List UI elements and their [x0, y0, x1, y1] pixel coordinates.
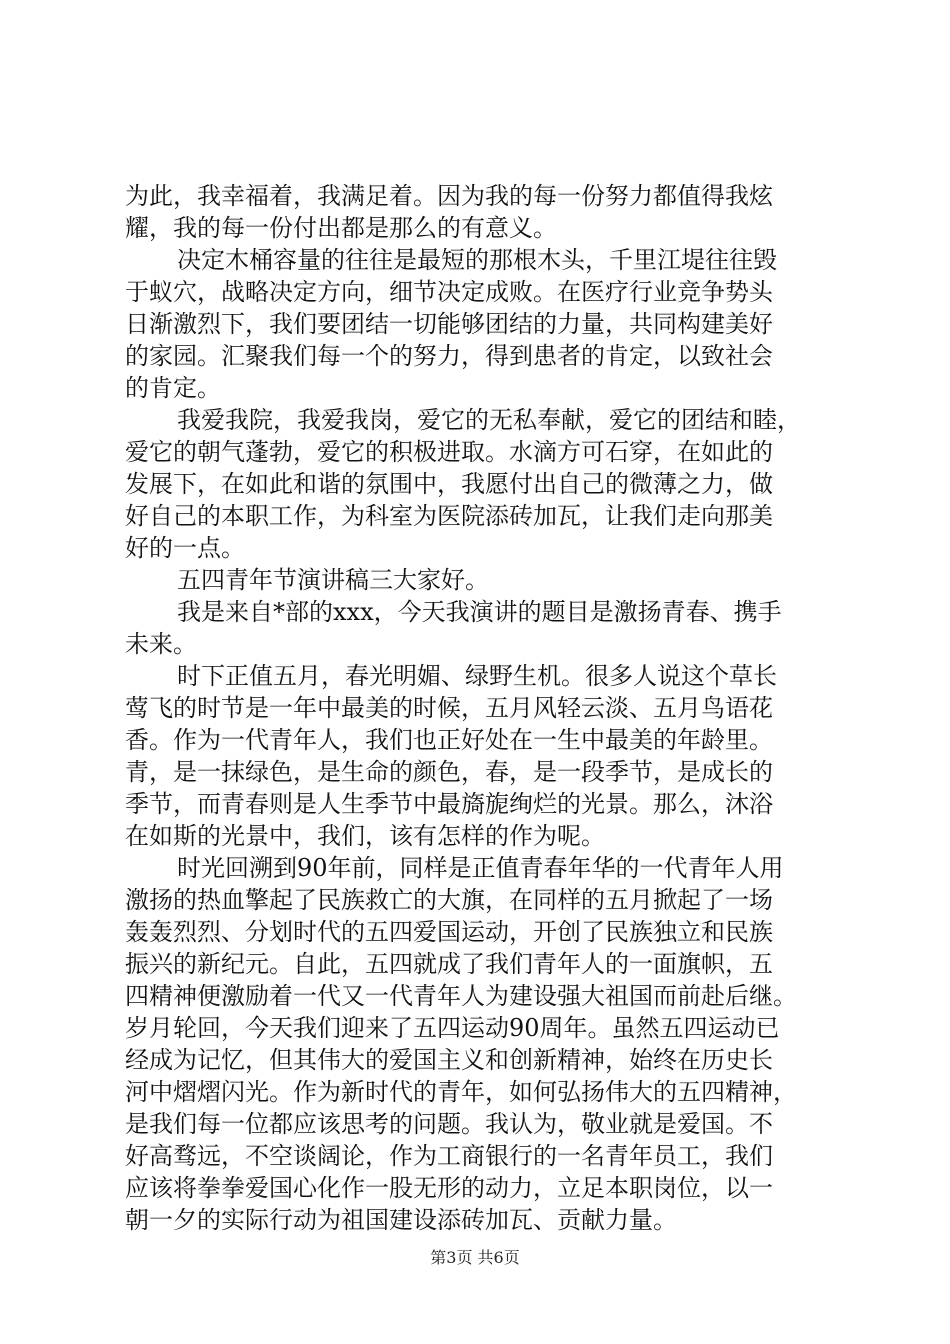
text-line: 激扬的热血擎起了民族救亡的大旗，在同样的五月掀起了一场	[125, 886, 773, 914]
text-line: 耀，我的每一份付出都是那么的有意义。	[125, 214, 557, 242]
text-line: 岁月轮回，今天我们迎来了五四运动90周年。虽然五四运动已	[125, 1014, 780, 1042]
text-line: 应该将拳拳爱国心化作一股无形的动力，立足本职岗位，以一	[125, 1174, 773, 1202]
text-line: 是我们每一位都应该思考的问题。我认为，敬业就是爱国。不	[125, 1110, 773, 1138]
text-line: 莺飞的时节是一年中最美的时候，五月风轻云淡、五月鸟语花	[125, 694, 773, 722]
text-line: 好自己的本职工作，为科室为医院添砖加瓦，让我们走向那美	[125, 502, 773, 530]
paragraph-start-line: 我爱我院，我爱我岗，爱它的无私奉献，爱它的团结和睦，	[177, 406, 801, 434]
paragraph-start-line: 时光回溯到90年前，同样是正值青春年华的一代青年人用	[177, 854, 784, 882]
text-line: 振兴的新纪元。自此，五四就成了我们青年人的一面旗帜，五	[125, 950, 773, 978]
text-line: 朝一夕的实际行动为祖国建设添砖加瓦、贡献力量。	[125, 1206, 677, 1234]
section-title-line: 五四青年节演讲稿三大家好。	[177, 566, 489, 594]
text-line: 日渐激烈下，我们要团结一切能够团结的力量，共同构建美好	[125, 310, 773, 338]
text-line: 河中熠熠闪光。作为新时代的青年，如何弘扬伟大的五四精神，	[125, 1078, 797, 1106]
paragraph-start-line: 时下正值五月，春光明媚、绿野生机。很多人说这个草长	[177, 662, 777, 690]
text-line: 的肯定。	[125, 374, 221, 402]
text-line: 经成为记忆，但其伟大的爱国主义和创新精神，始终在历史长	[125, 1046, 773, 1074]
text-line: 四精神便激励着一代又一代青年人为建设强大祖国而前赴后继。	[125, 982, 797, 1010]
text-line: 于蚁穴，战略决定方向，细节决定成败。在医疗行业竞争势头	[125, 278, 773, 306]
text-line: 好的一点。	[125, 534, 245, 562]
document-body	[125, 180, 840, 1236]
text-line: 好高骛远，不空谈阔论，作为工商银行的一名青年员工，我们	[125, 1142, 773, 1170]
text-line: 季节，而青春则是人生季节中最旖旎绚烂的光景。那么，沐浴	[125, 790, 773, 818]
text-line: 为此，我幸福着，我满足着。因为我的每一份努力都值得我炫	[125, 182, 773, 210]
paragraph-start-line: 我是来自*部的xxx，今天我演讲的题目是激扬青春、携手	[177, 598, 782, 626]
text-line: 的家园。汇聚我们每一个的努力，得到患者的肯定，以致社会	[125, 342, 773, 370]
text-line: 青，是一抹绿色，是生命的颜色，春，是一段季节，是成长的	[125, 758, 773, 786]
page-number-footer: 第3页 共6页	[430, 1248, 520, 1267]
text-line: 爱它的朝气蓬勃，爱它的积极进取。水滴方可石穿，在如此的	[125, 438, 773, 466]
text-line: 香。作为一代青年人，我们也正好处在一生中最美的年龄里。	[125, 726, 773, 754]
text-line: 在如斯的光景中，我们，该有怎样的作为呢。	[125, 822, 605, 850]
paragraph-start-line: 决定木桶容量的往往是最短的那根木头，千里江堤往往毁	[177, 246, 777, 274]
text-line: 轰轰烈烈、分划时代的五四爱国运动，开创了民族独立和民族	[125, 918, 773, 946]
text-line: 发展下，在如此和谐的氛围中，我愿付出自己的微薄之力，做	[125, 470, 773, 498]
text-line: 未来。	[125, 630, 197, 658]
